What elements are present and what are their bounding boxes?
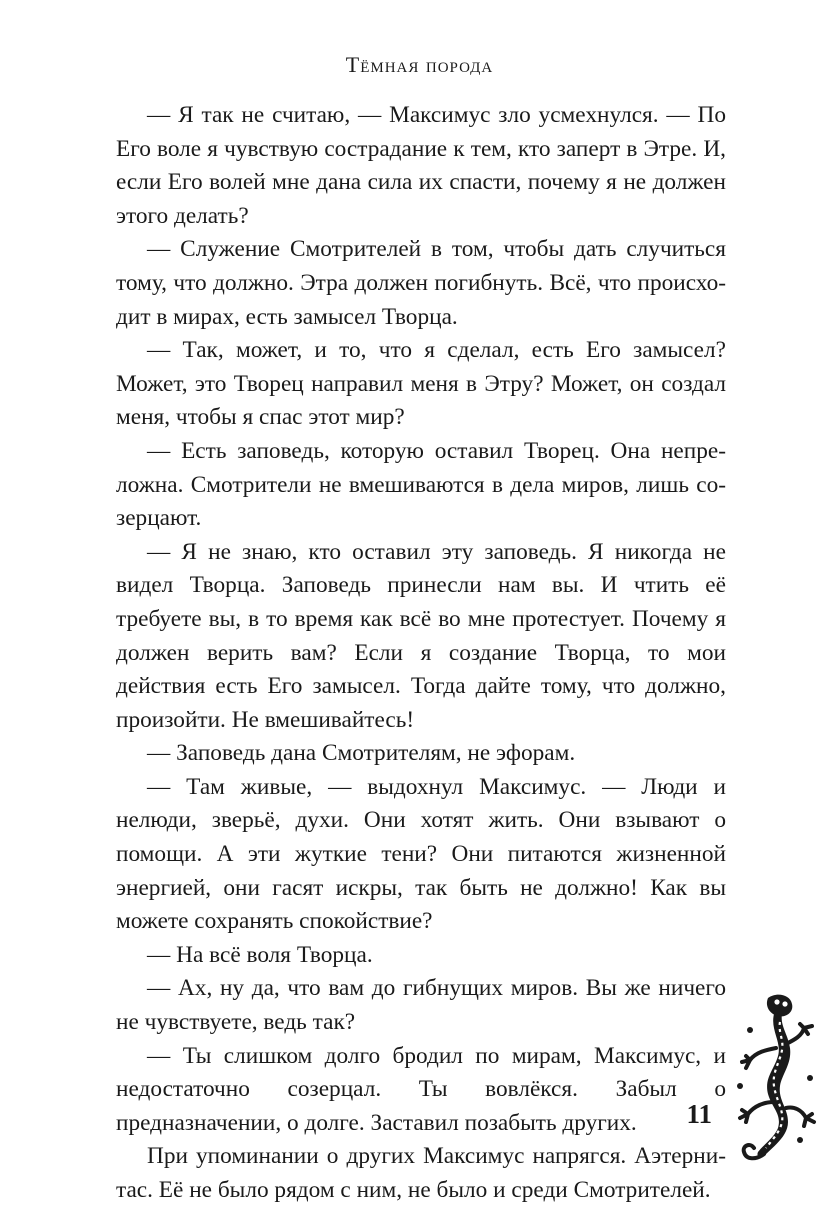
paragraph: — Заповедь дана Смотрителям, не эфорам. <box>147 740 576 767</box>
paragraph: При упоминании о других Максимус напрягся. Аэтернитас. Её не было рядом с ним, не было и среди Смотрителей. <box>116 1143 726 1203</box>
running-title: Тёмная порода <box>345 52 494 77</box>
body-text <box>116 99 726 1208</box>
paragraph: — Есть заповедь, которую оставил Творец. Она непреложна. Смотрители не вмешиваются в дела миров, лишь созерцают. <box>116 437 726 532</box>
paragraph: — Я так не считаю, — Максимус зло усмехнулся. — По Его воле я чувствую сострадание к тем, кто заперт в Этре. И, если Его волей мне дана сила их спасти, почему я не должен этого делать? <box>116 102 726 229</box>
paragraph: — Так, может, и то, что я сделал, есть Его замысел? Может, это Творец направил меня в Этру? Может, он создал меня, чтобы я спас этот мир? <box>116 337 726 431</box>
paragraph: — Там живые, — выдохнул Максимус. — Люди и нелюди, зверьё, духи. Они хотят жить. Они взывают о помощи. А эти жуткие тени? Они питаются жизненной энергией, они гасят искры, так быть не должно! Как вы можете сохранять спокойствие? <box>116 773 726 935</box>
lizard-ornament-icon <box>730 990 820 1165</box>
page-number: 11 <box>686 1099 712 1129</box>
paragraph: — На всё воля Творца. <box>147 941 373 968</box>
paragraph: — Служение Смотрителей в том, чтобы дать случиться тому, что должно. Этра должен погибнуть. Всё, что происходит в мирах, есть замысел Творца. <box>116 236 726 330</box>
paragraph: — Ты слишком долго бродил по мирам, Максимус, и недостаточно созерцал. Ты вовлёкся. Забыл о предназначении, о долге. Заставил позабыть других. <box>116 1042 726 1136</box>
paragraph: — Ах, ну да, что вам до гибнущих миров. Вы же ничего не чувствуете, ведь так? <box>116 975 726 1036</box>
paragraph: — Я не знаю, кто оставил эту заповедь. Я никогда не видел Творца. Заповедь принесли нам вы. И чтить её требуете вы, в то время как всё во мне протестует. Почему я должен верить вам? Если я создание Творца, то мои действия есть Его замысел. Тогда дайте тому, что должно, произойти. Не вмешивайтесь! <box>116 538 726 733</box>
